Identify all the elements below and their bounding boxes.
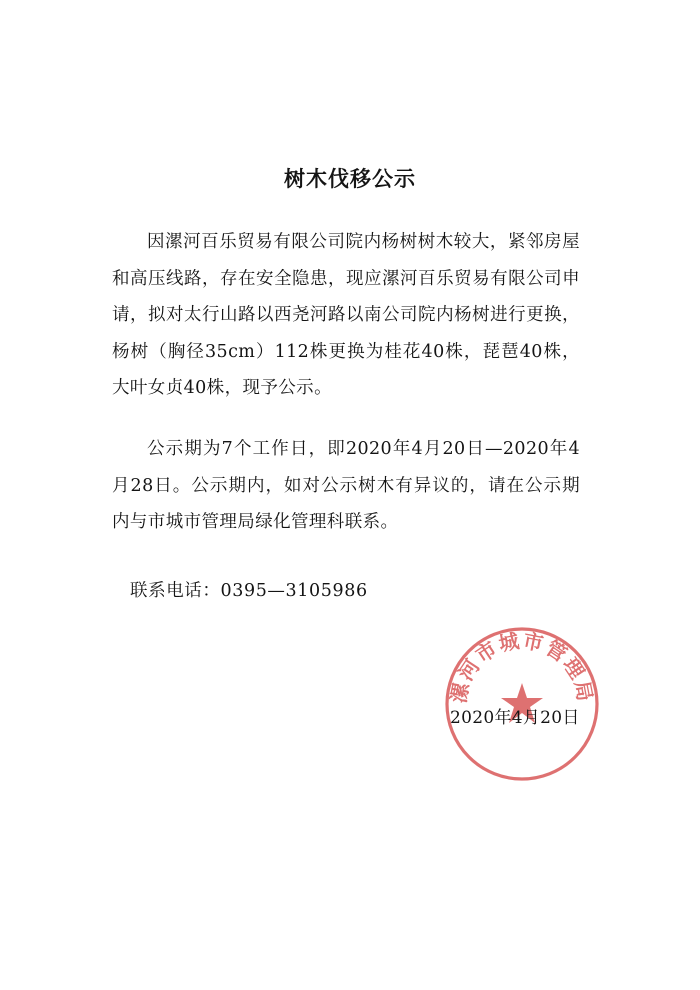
- seal-text-arc: 漯河市城市管理局: [446, 628, 598, 705]
- contact-phone: 联系电话：0395—3105986: [130, 581, 368, 601]
- notice-paragraph-2: 公示期为7个工作日，即2020年4月20日—2020年4月28日。公示期内，如对公示树木有异议的，请在公示期内与市城市管理局绿化管理科联系。: [112, 439, 580, 532]
- notice-paragraph-1: 因漯河百乐贸易有限公司院内杨树树木较大，紧邻房屋和高压线路，存在安全隐患，现应漯河百乐贸易有限公司申请，拟对太行山路以西尧河路以南公司院内杨树进行更换，杨树（胸径35cm）112株更换为桂花40株，琵琶40株，大叶女贞40株，现予公示。: [112, 232, 580, 398]
- notice-date: 2020年4月20日: [450, 708, 580, 728]
- notice-title: 树木伐移公示: [284, 166, 416, 191]
